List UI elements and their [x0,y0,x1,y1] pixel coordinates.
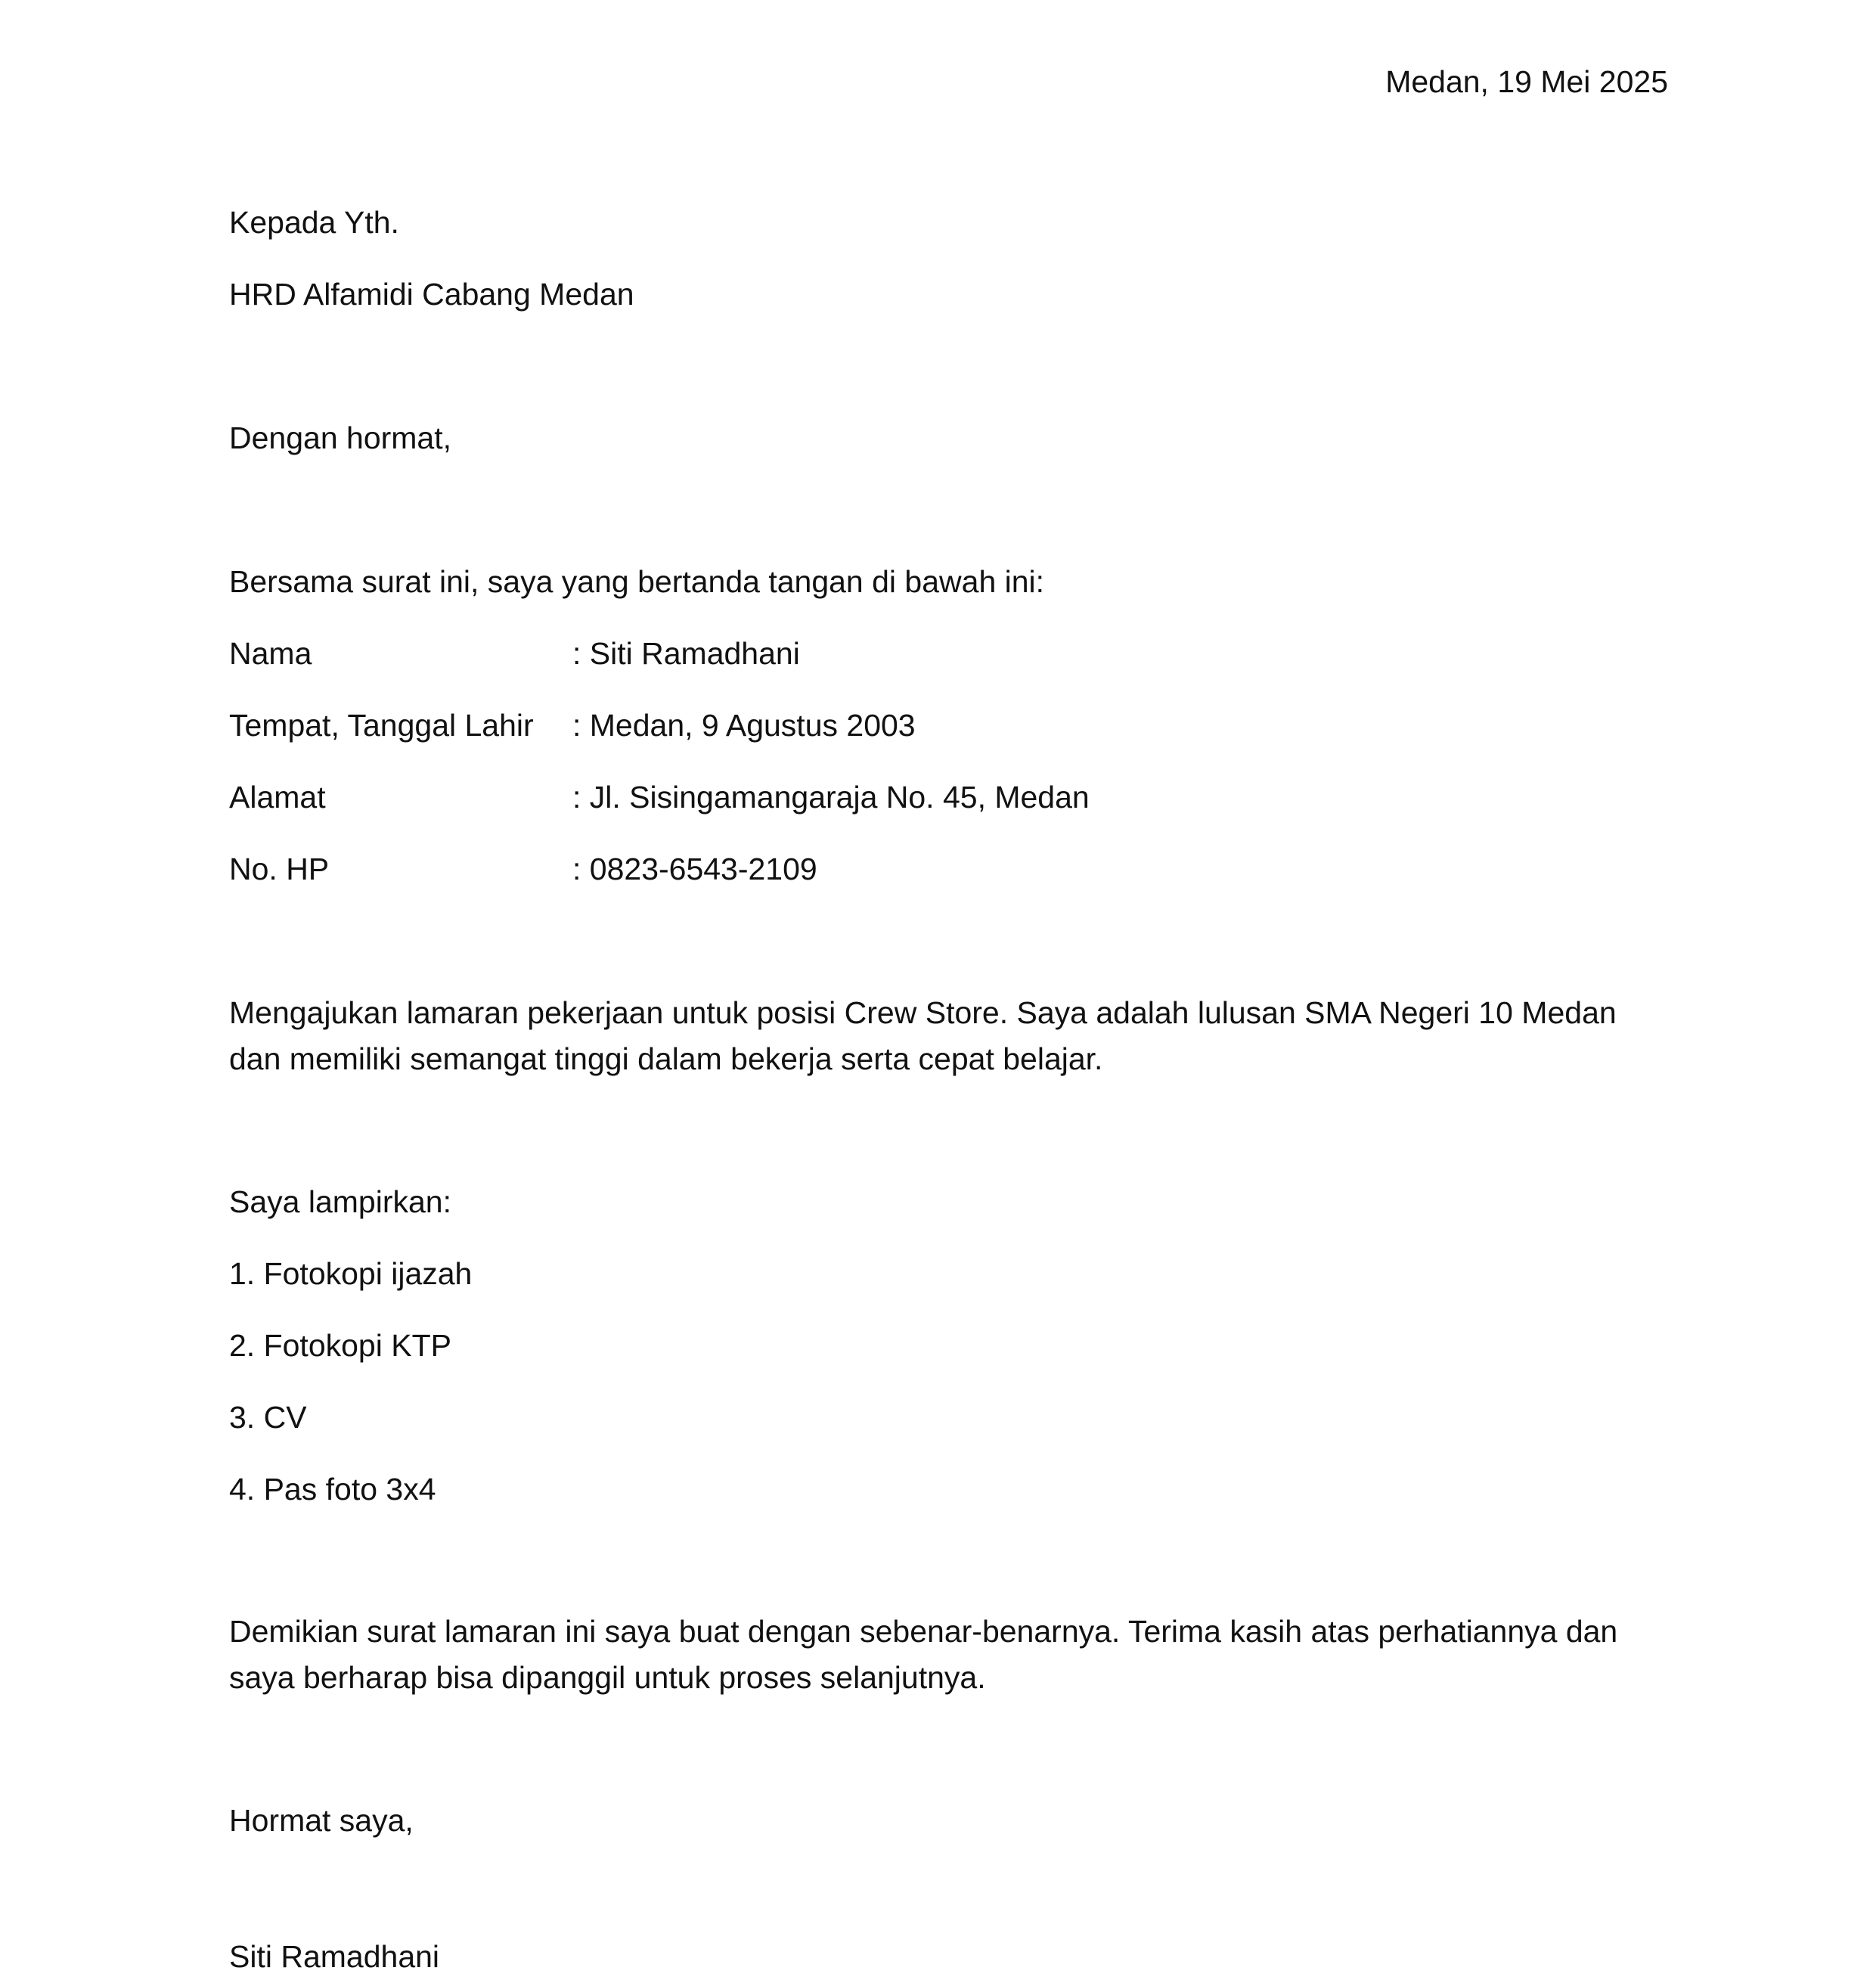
recipient-name: HRD Alfamidi Cabang Medan [229,277,634,312]
intro-text: Bersama surat ini, saya yang bertanda tangan di bawah ini: [229,564,1045,599]
field-value: : Siti Ramadhani [572,636,800,671]
field-label: No. HP [229,852,330,886]
list-item: 4. Pas foto 3x4 [229,1472,436,1507]
body-line-1: Mengajukan lamaran pekerjaan untuk posisi Crew Store. Saya adalah lulusan SMA Negeri 10 Medan [229,995,1617,1030]
sign-off: Hormat saya, [229,1803,414,1838]
list-item: 1. Fotokopi ijazah [229,1256,473,1291]
closing-line-1: Demikian surat lamaran ini saya buat dengan sebenar-benarnya. Terima kasih atas perhatiannya dan [229,1614,1618,1649]
field-value: : Jl. Sisingamangaraja No. 45, Medan [572,780,1090,815]
list-item: 2. Fotokopi KTP [229,1328,451,1363]
field-label: Tempat, Tanggal Lahir [229,708,534,743]
recipient-title: Kepada Yth. [229,205,399,240]
attachments-heading: Saya lampirkan: [229,1184,451,1219]
field-value: : Medan, 9 Agustus 2003 [572,708,916,743]
signature-name: Siti Ramadhani [229,1939,440,1974]
field-label: Nama [229,636,312,671]
body-line-2: dan memiliki semangat tinggi dalam bekerja serta cepat belajar. [229,1041,1103,1076]
greeting: Dengan hormat, [229,420,452,455]
letter-date: Medan, 19 Mei 2025 [1385,64,1668,99]
list-item: 3. CV [229,1400,307,1435]
field-label: Alamat [229,780,326,815]
closing-line-2: saya berharap bisa dipanggil untuk proses selanjutnya. [229,1660,986,1695]
field-value: : 0823-6543-2109 [572,852,817,886]
